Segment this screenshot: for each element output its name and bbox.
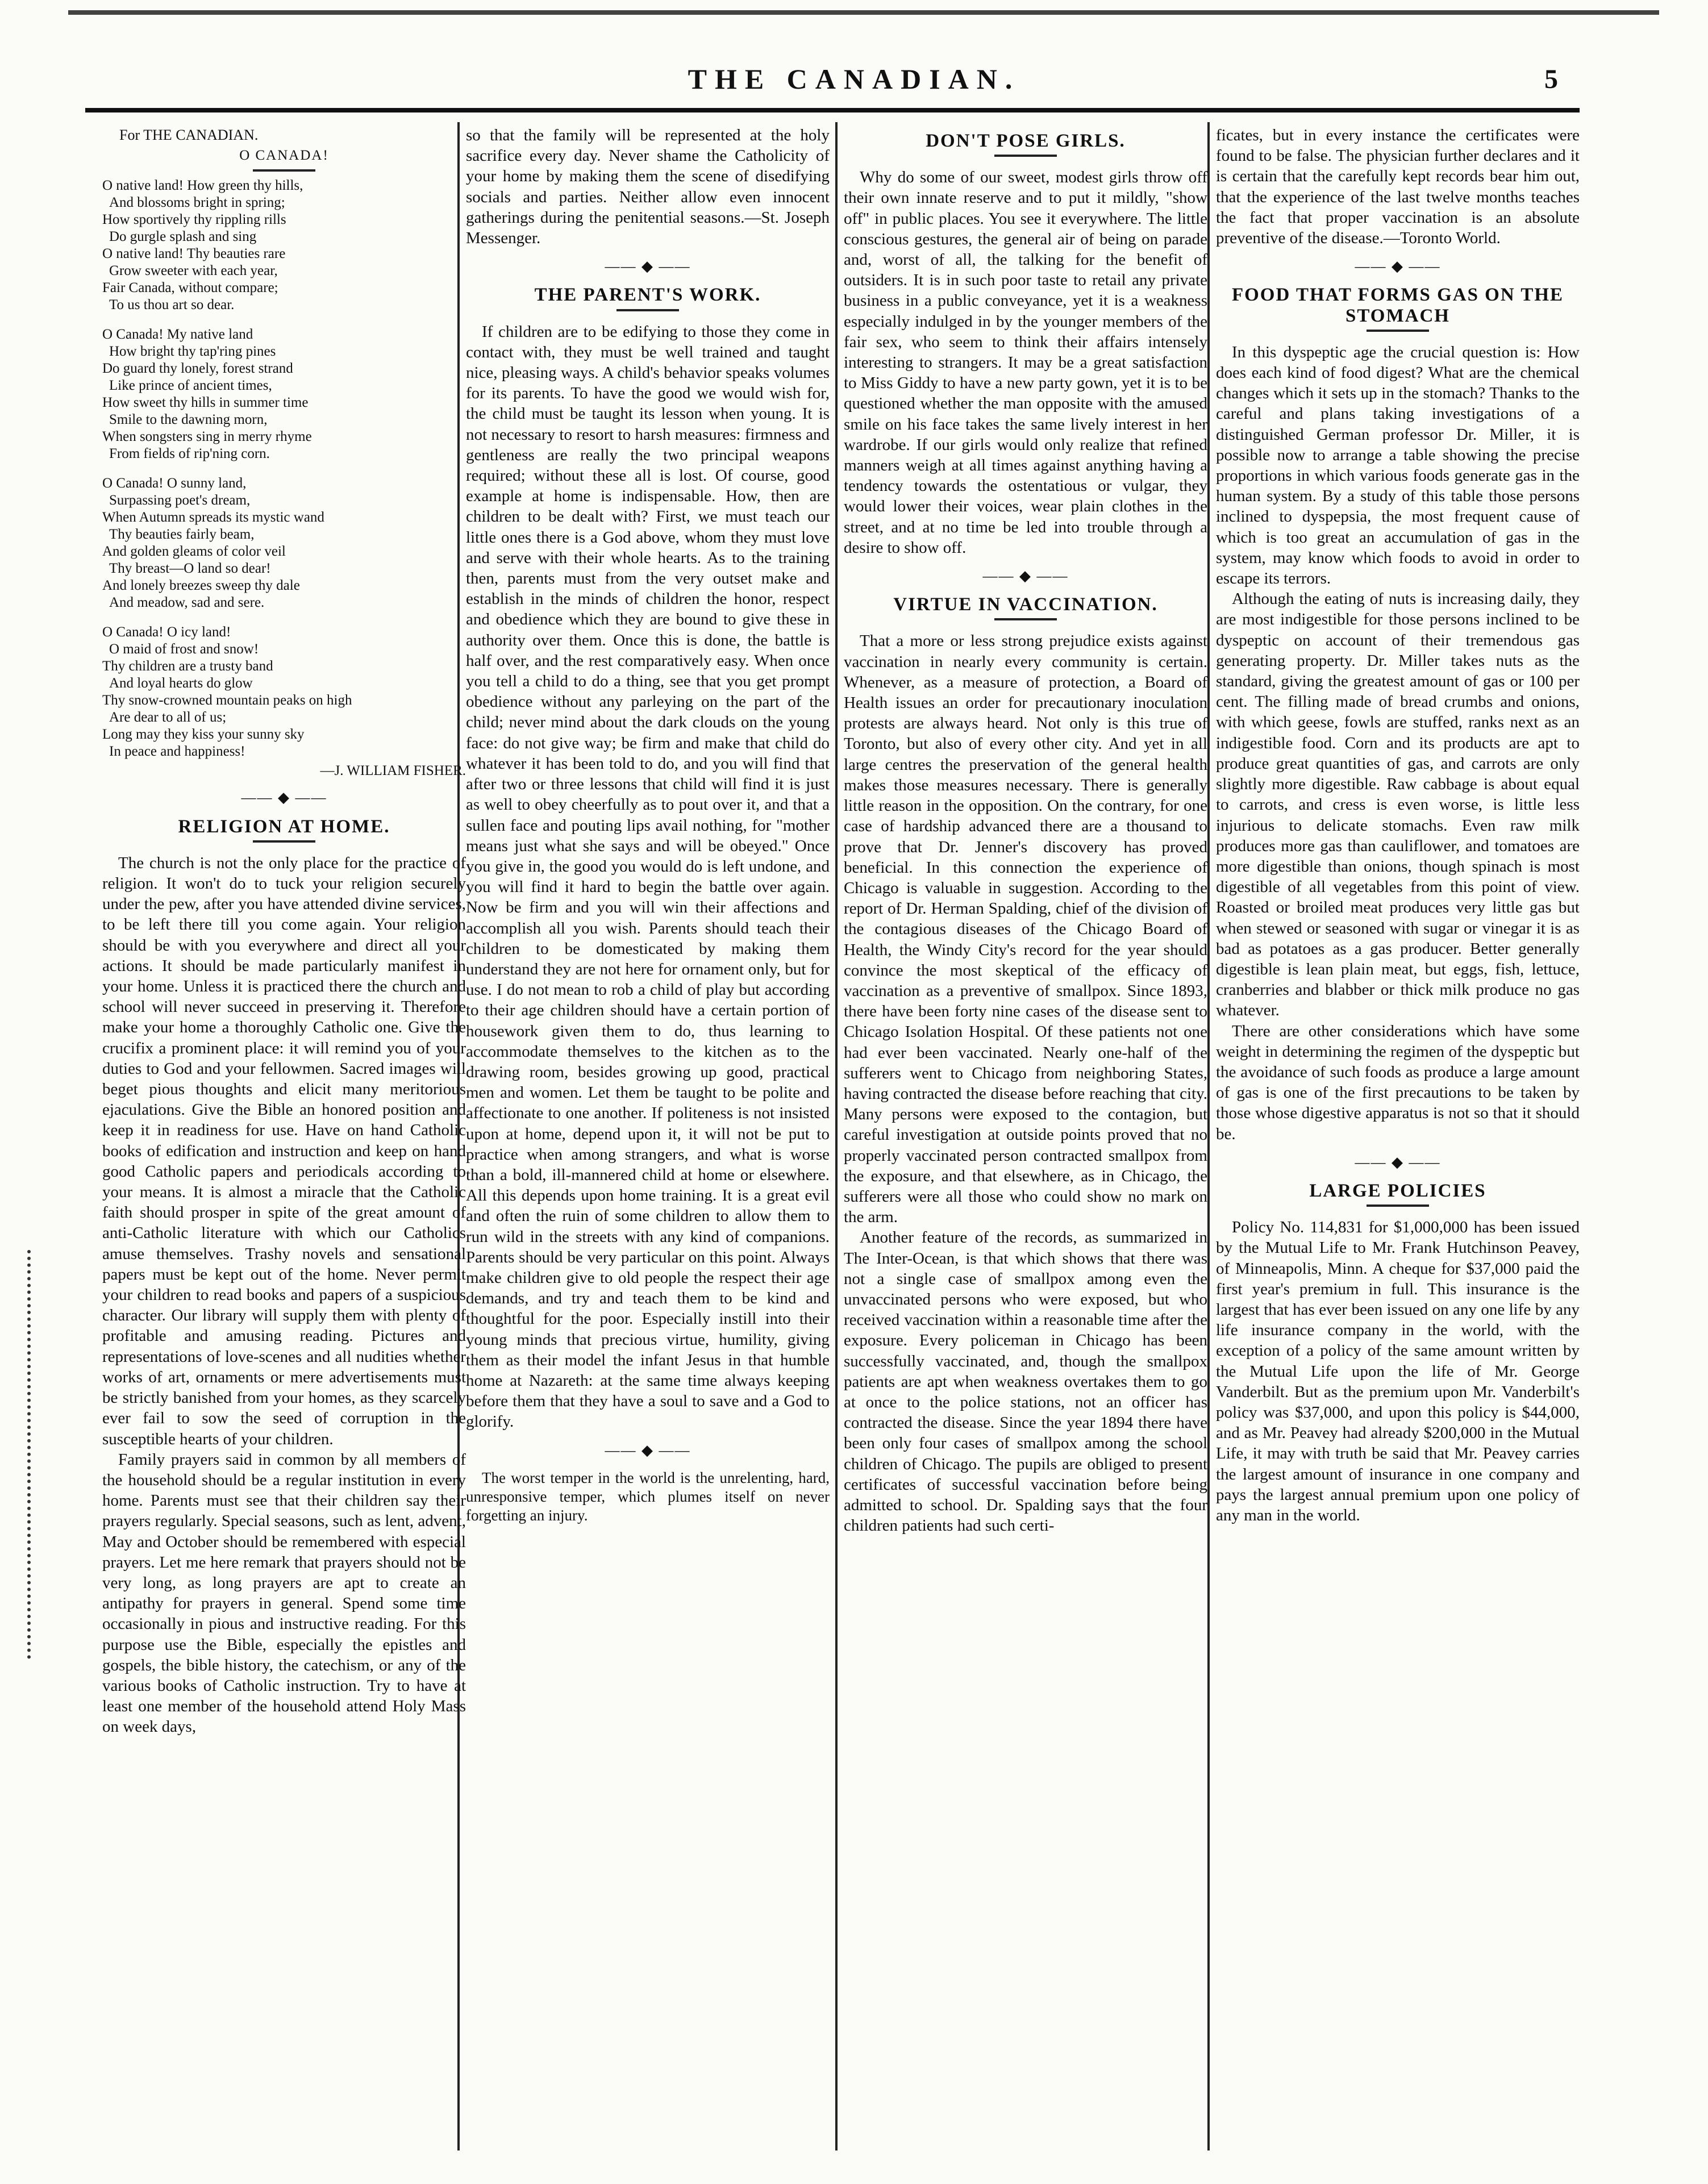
food-gas-paragraph: There are other considerations which have some weight in determining the regimen of the dyspeptic but the avoidance of such foods as produce a large amount of gas is one of the first precautions to be taken by those whose digestive apparatus is not so that it should be.	[1216, 1022, 1580, 1143]
poem-line: How sweet thy hills in summer time	[102, 395, 309, 411]
column-divider	[1207, 122, 1210, 2150]
poem-line: Grow sweeter with each year,	[109, 263, 278, 279]
poem-line: Are dear to all of us;	[109, 710, 227, 726]
masthead-rule	[85, 108, 1580, 112]
religion-paragraph: Family prayers said in common by all members of the household should be a regular institution in every home. Parents must see that their children say their prayers regularly. Special seasons, such as lent, advent, May and October should be remembered with especial prayers. Let me here remark that prayers should not be very long, as long prayers are apt to create an antipathy for prayers in general. Spend some time occasionally in pious and instructive reading. For this purpose use the Bible, especially the epistles and gospels, the bible history, the catechism, or any of the various books of Catholic instruction. Try to have at least one member of the household attend Holy Mass on week days,	[102, 1450, 466, 1736]
poem-line: Surpassing poet's dream,	[109, 493, 251, 509]
pose-heading: DON'T POSE GIRLS.	[926, 131, 1126, 151]
poem-line: O Canada! O icy land!	[102, 624, 231, 640]
masthead-title: THE CANADIAN.	[688, 63, 1020, 95]
poem-line: Like prince of ancient times,	[109, 378, 272, 394]
vaccination-paragraph: Another feature of the records, as summarized in The Inter-Ocean, is that which shows that there was not a single case of smallpox among even the unvaccinated persons who were exposed, but who received vaccination within a reasonable time after the exposure. Every policeman in Chicago has been successfully vaccinated, and, though the smallpox patients are apt when weakness overtakes them to go at once to the police stations, not an officer has contracted the disease. Since the year 1894 there have been only four cases of smallpox among the school children of Chicago. The pupils are obliged to present certificates of successful vaccination before being admitted to school. Dr. Spalding says that the four children patients had such certi-	[844, 1228, 1207, 1535]
poem-line: And loyal hearts do glow	[109, 676, 253, 691]
poem-line: O Canada! O sunny land,	[102, 476, 247, 491]
poem-line: O native land! Thy beauties rare	[102, 246, 286, 262]
vaccination-heading: VIRTUE IN VACCINATION.	[893, 594, 1158, 615]
ornament-divider: —— ◆ ——	[982, 568, 1069, 585]
poem-line: Do gurgle splash and sing	[109, 229, 257, 245]
religion-paragraph: The church is not the only place for the practice of religion. It won't do to tuck your religion securely under the pew, after you have attended divine services, to be left there till you come again. Your religion should be with you everywhere and direct all your actions. It should be made particularly manifest in your home. Unless it is practiced there the church and school will never succeed in preserving it. Therefore make your home a thoroughly Catholic one. Give the crucifix a prominent place: it will remind you of your duties to God and your fellowmen. Sacred images will beget pious thoughts and elicit many meritorious ejaculations. Give the Bible an honored position and keep it in readiness for use. Have on hand Catholic books of edification and instruction and keep on hand good Catholic papers and periodicals according to your means. It is almost a miracle that the Catholic faith should prosper in spite of the great amount of anti-Catholic literature with which our Catholics amuse themselves. Trashy novels and sensational papers must be kept out of the home. Never permit your children to read books and papers of a suspicious character. Our library will supply them with plenty of profitable and amusing reading. Pictures and representations of love-scenes and all nudities whether works of art, ornaments or mere advertisements must be strictly banished from your homes, as they scarcely ever fail to sow the seed of corruption in the susceptible hearts of your children.	[102, 853, 466, 1448]
rule	[994, 618, 1057, 620]
parents-work-heading: THE PARENT'S WORK.	[534, 285, 761, 306]
poem-dedication: For THE CANADIAN.	[119, 127, 259, 143]
poem-line: O native land! How green thy hills,	[102, 178, 303, 194]
food-gas-paragraph: In this dyspeptic age the crucial question is: How does each kind of food digest? What are the chemical changes which it sets up in the stomach? Thanks to the careful and plans taking investigations of a distinguished German professor Dr. Miller, it is possible now to arrange a table showing the precise proportions in which various foods generate gas in the human system. By a study of this table those persons inclined to dyspepsia, the most frequent cause of which is too great an accumulation of gas in the system, may know which foods to avoid in order to escape its terrors.	[1216, 343, 1580, 588]
poem-title: O CANADA!	[239, 148, 329, 164]
margin-perforation	[27, 1250, 42, 1659]
poem-line: And blossoms bright in spring;	[109, 195, 285, 211]
large-policies-heading: LARGE POLICIES	[1309, 1180, 1486, 1201]
poem-line: How bright thy tap'ring pines	[109, 344, 276, 360]
pose-paragraph: Why do some of our sweet, modest girls throw off their own innate reserve and to put it mildly, "show off" in public places. You see it everywhere. The little conscious gestures, the general air of being on parade and, worst of all, the talking for the benefit of outsiders. It is in such poor taste to retail any private business in a public conveyance, yet it is a weakness especially indulged in by the younger members of the fair sex, who seem to think their affairs intensely interesting to strangers. It may be a great satisfaction to Miss Giddy to have a new party gown, yet it is to be questioned whether the man opposite with the amused smile on his face takes the same lively interest in her wardrobe. If our girls would only realize that refined manners weigh at all times against anything having a tendency towards the ostentatious or vulgar, they would lower their voices, wear plain clothes in the street, and at no time be led into trouble through a desire to show off.	[844, 168, 1207, 557]
ornament-divider: —— ◆ ——	[1355, 1153, 1441, 1170]
poem-line: To us thou art so dear.	[109, 297, 235, 313]
large-policies-paragraph: Policy No. 114,831 for $1,000,000 has been issued by the Mutual Life to Mr. Frank Hutchinson Peavey, of Minneapolis, Minn. A cheque for $37,000 paid the first year's premium in full. This insurance is the largest that has ever been issued on any one life by any life insurance company in the world, with the exception of a policy of the same amount written by the Mutual Life upon the life of Mr. George Vanderbilt. But as the premium upon Mr. Vanderbilt's policy was $37,000, and upon this policy is $44,000, and as Mr. Peavey had already $200,000 in the Mutual Life, it may with truth be said that Mr. Peavey carries the largest amount of insurance in one company and pays the largest annual premium upon one policy of any man in the world.	[1216, 1218, 1580, 1524]
poem-line: Long may they kiss your sunny sky	[102, 727, 305, 743]
religion-continuation: so that the family will be represented at the holy sacrifice every day. Never shame the Catholicity of your home by making them the scene of disedifying socials and parties. Neither allow even innocent gatherings during the penitential seasons.—St. Joseph Messenger.	[466, 126, 830, 248]
poem-stanza	[102, 624, 466, 760]
column-1	[102, 125, 466, 2148]
poem-line: Do guard thy lonely, forest strand	[102, 361, 293, 377]
poem-line: O Canada! My native land	[102, 327, 253, 343]
poem-line: From fields of rip'ning corn.	[109, 446, 270, 462]
ornament-divider: —— ◆ ——	[605, 258, 691, 275]
poem-stanza	[102, 326, 466, 462]
poem-line: And golden gleams of color veil	[102, 544, 286, 560]
column-divider	[835, 122, 838, 2150]
vaccination-continuation: ficates, but in every instance the certificates were found to be false. The physician further declares and it is certain that the carefully kept records bear him out, that the experience of the last twelve months teaches the fact that proper vaccination is an absolute preventive of the disease.—Toronto World.	[1216, 126, 1580, 248]
rule	[253, 169, 315, 172]
rule	[1367, 330, 1429, 332]
poem-line: When Autumn spreads its mystic wand	[102, 510, 324, 526]
poem-line: How sportively thy rippling rills	[102, 212, 286, 228]
vaccination-paragraph: That a more or less strong prejudice exists against vaccination in nearly every community is certain. Whenever, as a measure of protection, a Board of Health issues an order for precautionary inoculation protests are always heard. Not only is this true of Toronto, but also of every other city. And yet in all large centres the preservation of the general health makes those measures necessary. There is generally little reason in the opposition. On the contrary, for one case of hardship advanced there are a thousand to prove that Dr. Jenner's discovery has proved beneficial. In this connection the experience of Chicago is valuable in suggestion. According to the report of Dr. Herman Spalding, chief of the division of the contagious diseases of the Chicago Board of Health, the Windy City's record for the year should convince the most skeptical of the efficacy of vaccination as a preventive of smallpox. Since 1893, there have been forty nine cases of the disease sent to Chicago Isolation Hospital. Of these patients not one had ever been vaccinated. Nearly one-half of the sufferers went to Chicago from neighboring States, having contracted the disease before reaching that city. Many persons were exposed to the contagion, but careful investigation at outside points proved that no properly vaccinated person contracted smallpox from the exposure, and that elsewhere, as in Chicago, the sufferers were all those who could show no mark on the arm.	[844, 632, 1207, 1227]
poem-line: Thy breast—O land so dear!	[109, 561, 271, 577]
poem-line: When songsters sing in merry rhyme	[102, 429, 312, 445]
food-gas-paragraph: Although the eating of nuts is increasing daily, they are most indigestible for those persons inclined to be dyspeptic on account of their tremendous gas generating property. Dr. Miller takes nuts as the standard, giving the greatest amount of gas or 100 per cent. The filling made of bread crumbs and onions, with which geese, fowls are stuffed, ranks next as an indigestible food. Corn and its products are apt to produce great quantities of gas, and carrots are only slightly more digestible. Raw cabbage is about equal to carrots, and cress is even worse, is little less injurious to delicate stomachs. Even raw milk produces more gas than cauliflower, and tomatoes are more digestible than onions, though spinach is most digestible of all vegetables from this point of view. Roasted or broiled meat produces very little gas but when stewed or seasoned with sugar or vinegar it is as bad as potatoes as a gas producer. Better generally digestible is lean plain meat, but eggs, fish, lettuce, cranberries and blabber or thick milk produce no gas whatever.	[1216, 590, 1580, 1020]
religion-heading: RELIGION AT HOME.	[178, 816, 390, 837]
poem-stanza	[102, 177, 466, 314]
food-gas-heading: FOOD THAT FORMS GAS ON THE STOMACH	[1231, 285, 1564, 326]
poem-line: And lonely breezes sweep thy dale	[102, 578, 300, 594]
page-number: 5	[1544, 64, 1558, 94]
poem-line: And meadow, sad and sere.	[109, 595, 265, 611]
poem-line: In peace and happiness!	[109, 744, 245, 760]
poem-line: Thy snow-crowned mountain peaks on high	[102, 693, 352, 708]
column-3	[844, 125, 1207, 2148]
rule	[1367, 1204, 1429, 1207]
ornament-divider: —— ◆ ——	[1355, 258, 1441, 275]
ornament-divider: —— ◆ ——	[605, 1441, 691, 1458]
column-4	[1216, 125, 1580, 2148]
ornament-divider: —— ◆ ——	[241, 789, 327, 806]
rule	[616, 309, 679, 311]
poem-stanza	[102, 475, 466, 611]
poem-line: O maid of frost and snow!	[109, 641, 259, 657]
column-2	[466, 125, 830, 2148]
top-border	[68, 10, 1659, 15]
rule	[253, 840, 315, 843]
poem-line: Smile to the dawning morn,	[109, 412, 268, 428]
rule	[994, 155, 1057, 157]
poem-line: Thy children are a trusty band	[102, 658, 273, 674]
poem-line: Thy beauties fairly beam,	[109, 527, 255, 543]
poem-signature: —J. WILLIAM FISHER.	[320, 763, 466, 779]
parents-work-paragraph: If children are to be edifying to those they come in contact with, they must be well trained and taught nice, pleasing ways. A child's behavior speaks volumes for its parents. To have the good we would wish for, the child must be taught its lesson when young. It is not necessary to resort to harsh measures: firmness and gentleness are really the two principal weapons required; without these all is lost. Of course, good example at home is indispensable. How, then are children to be dealt with? First, we must teach our little ones there is a God above, whom they must love and serve with their whole hearts. As to the training then, parents must from the very outset make and establish in the minds of children the honor, respect and obedience which they are bound to give these in authority over them. Once this is done, the battle is half over, and the rest comparatively easy. When once you tell a child to do a thing, see that you get prompt obedience without any parleying on the part of the child; never mind about the dark clouds on the young face: do not give way; be firm and make that child do whatever it has been told to do, and you will find that after two or three lessons that child will find it is just as well to obey cheerfully as to pout over it, and that a sullen face and pouting lips avail nothing, for "mother means just what she says and will be obeyed." Once you give in, the good you would do is left undone, and you will find it hard to begin the battle over again. Now be firm and you will win their affections and accomplish all you wish. Parents should teach their children to be domesticated by making them understand they are not here for ornament only, but for use. I do not mean to rob a child of play but according to their age children should have a certain portion of housework given them to do, thus learning to accommodate themselves to the kitchen as to the drawing room, besides growing up good, practical men and women. Let them be taught to be polite and affectionate to one another. If politeness is not insisted upon at home, depend upon it, it will not be put to practice when among strangers, and what is worse than a bold, ill-mannered child at home or elsewhere. All this depends upon home training. It is a great evil and often the ruin of some children to allow them to run wild in the streets with any kind of companions. Parents should be very particular on this point. Always make children give to old people the respect their age demands, and try and teach them to be kind and thoughtful for the poor. Especially instill into their young minds that precious virtue, humility, giving them as their model the infant Jesus in that humble home at Nazareth: at the same time always keeping before them that they have a soul to save and a God to glorify.	[466, 322, 830, 1431]
temper-note: The worst temper in the world is the unrelenting, hard, unresponsive temper, which plumes itself on never forgetting an injury.	[466, 1469, 830, 1524]
poem-body	[102, 177, 466, 780]
poem-line: Fair Canada, without compare;	[102, 280, 278, 296]
